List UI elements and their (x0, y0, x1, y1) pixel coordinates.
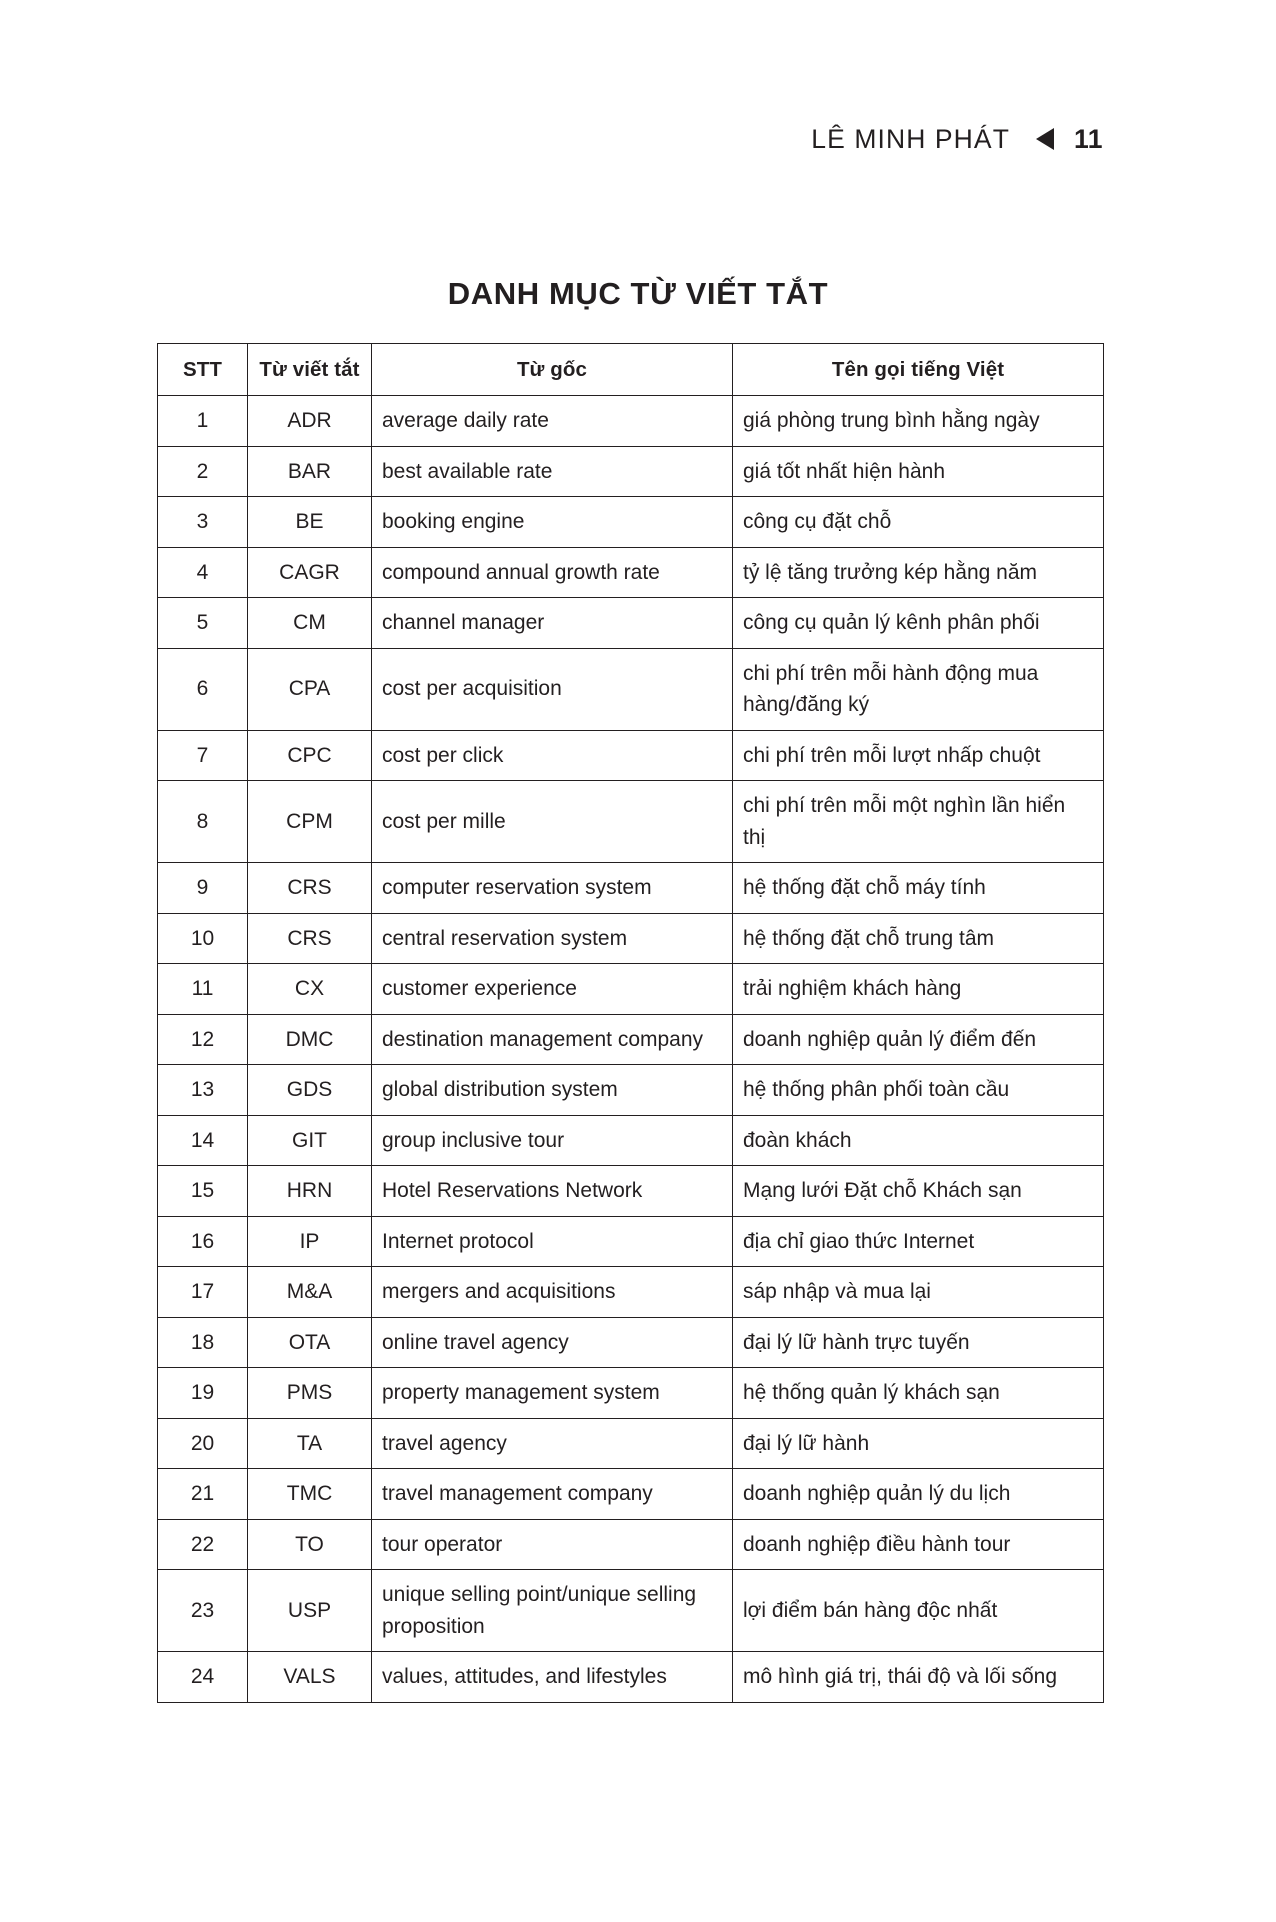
cell-origin: channel manager (372, 598, 733, 649)
cell-origin: booking engine (372, 497, 733, 548)
table-header-row (158, 344, 1104, 396)
cell-abbr: CX (248, 964, 372, 1015)
cell-vietnamese: tỷ lệ tăng trưởng kép hằng năm (733, 547, 1104, 598)
cell-origin: Internet protocol (372, 1216, 733, 1267)
cell-vietnamese: doanh nghiệp quản lý điểm đến (733, 1014, 1104, 1065)
cell-vietnamese: trải nghiệm khách hàng (733, 964, 1104, 1015)
cell-origin: computer reservation system (372, 863, 733, 914)
cell-abbr: CM (248, 598, 372, 649)
column-header-abbr: Từ viết tắt (248, 344, 372, 396)
cell-origin: average daily rate (372, 396, 733, 447)
cell-stt: 14 (158, 1115, 248, 1166)
cell-origin: compound annual growth rate (372, 547, 733, 598)
cell-abbr: HRN (248, 1166, 372, 1217)
cell-vietnamese: lợi điểm bán hàng độc nhất (733, 1570, 1104, 1652)
cell-abbr: VALS (248, 1652, 372, 1703)
cell-stt: 8 (158, 781, 248, 863)
cell-vietnamese: đại lý lữ hành (733, 1418, 1104, 1469)
table-row (158, 1519, 1104, 1570)
table-row (158, 1166, 1104, 1217)
header-author-name: LÊ MINH PHÁT (811, 123, 1010, 154)
cell-stt: 21 (158, 1469, 248, 1520)
cell-abbr: GDS (248, 1065, 372, 1116)
table-row (158, 1469, 1104, 1520)
page-number: 11 (1073, 123, 1103, 154)
cell-vietnamese: giá tốt nhất hiện hành (733, 446, 1104, 497)
column-header-origin: Từ gốc (372, 344, 733, 396)
table-row (158, 1216, 1104, 1267)
table-row (158, 446, 1104, 497)
cell-stt: 10 (158, 913, 248, 964)
abbreviations-table (157, 343, 1104, 1703)
cell-abbr: OTA (248, 1317, 372, 1368)
cell-vietnamese: doanh nghiệp quản lý du lịch (733, 1469, 1104, 1520)
cell-abbr: CPC (248, 730, 372, 781)
cell-abbr: BE (248, 497, 372, 548)
table-row (158, 1065, 1104, 1116)
cell-stt: 18 (158, 1317, 248, 1368)
cell-origin: cost per mille (372, 781, 733, 863)
cell-vietnamese: hệ thống quản lý khách sạn (733, 1368, 1104, 1419)
cell-abbr: M&A (248, 1267, 372, 1318)
cell-abbr: TMC (248, 1469, 372, 1520)
table-header (158, 344, 1104, 396)
cell-abbr: CAGR (248, 547, 372, 598)
cell-abbr: TA (248, 1418, 372, 1469)
table-row (158, 598, 1104, 649)
cell-stt: 4 (158, 547, 248, 598)
cell-origin: global distribution system (372, 1065, 733, 1116)
cell-abbr: TO (248, 1519, 372, 1570)
table-row (158, 396, 1104, 447)
cell-stt: 12 (158, 1014, 248, 1065)
table-row (158, 1418, 1104, 1469)
table-body (158, 396, 1104, 1703)
cell-abbr: CPM (248, 781, 372, 863)
table-row (158, 1570, 1104, 1652)
triangle-left-icon (1036, 128, 1054, 150)
table-row (158, 1368, 1104, 1419)
table-row (158, 730, 1104, 781)
cell-abbr: CRS (248, 863, 372, 914)
cell-origin: customer experience (372, 964, 733, 1015)
cell-abbr: CPA (248, 648, 372, 730)
cell-origin: best available rate (372, 446, 733, 497)
cell-origin: tour operator (372, 1519, 733, 1570)
cell-origin: group inclusive tour (372, 1115, 733, 1166)
cell-stt: 5 (158, 598, 248, 649)
cell-vietnamese: doanh nghiệp điều hành tour (733, 1519, 1104, 1570)
cell-vietnamese: hệ thống phân phối toàn cầu (733, 1065, 1104, 1116)
cell-abbr: IP (248, 1216, 372, 1267)
page-title: DANH MỤC TỪ VIẾT TẮT (447, 275, 829, 311)
running-header (811, 119, 1103, 159)
cell-origin: values, attitudes, and lifestyles (372, 1652, 733, 1703)
cell-origin: Hotel Reservations Network (372, 1166, 733, 1217)
cell-abbr: BAR (248, 446, 372, 497)
cell-stt: 3 (158, 497, 248, 548)
table-row (158, 1267, 1104, 1318)
column-header-vietnamese: Tên gọi tiếng Việt (733, 344, 1104, 396)
cell-stt: 9 (158, 863, 248, 914)
table-row (158, 1317, 1104, 1368)
table-row (158, 964, 1104, 1015)
cell-vietnamese: công cụ quản lý kênh phân phối (733, 598, 1104, 649)
cell-stt: 22 (158, 1519, 248, 1570)
cell-origin: travel management company (372, 1469, 733, 1520)
cell-origin: online travel agency (372, 1317, 733, 1368)
cell-stt: 2 (158, 446, 248, 497)
column-header-stt: STT (158, 344, 248, 396)
cell-stt: 23 (158, 1570, 248, 1652)
table-row (158, 1014, 1104, 1065)
cell-stt: 7 (158, 730, 248, 781)
cell-stt: 11 (158, 964, 248, 1015)
cell-vietnamese: địa chỉ giao thức Internet (733, 1216, 1104, 1267)
cell-origin: destination management company (372, 1014, 733, 1065)
cell-vietnamese: Mạng lưới Đặt chỗ Khách sạn (733, 1166, 1104, 1217)
cell-abbr: ADR (248, 396, 372, 447)
cell-vietnamese: đại lý lữ hành trực tuyến (733, 1317, 1104, 1368)
cell-origin: cost per acquisition (372, 648, 733, 730)
cell-origin: central reservation system (372, 913, 733, 964)
table-row (158, 913, 1104, 964)
table-row (158, 497, 1104, 548)
cell-vietnamese: hệ thống đặt chỗ máy tính (733, 863, 1104, 914)
cell-origin: travel agency (372, 1418, 733, 1469)
table-row (158, 1652, 1104, 1703)
abbreviations-table-container (157, 343, 1103, 1703)
cell-origin: mergers and acquisitions (372, 1267, 733, 1318)
cell-abbr: USP (248, 1570, 372, 1652)
cell-abbr: PMS (248, 1368, 372, 1419)
cell-stt: 17 (158, 1267, 248, 1318)
table-row (158, 1115, 1104, 1166)
table-row (158, 781, 1104, 863)
cell-abbr: CRS (248, 913, 372, 964)
cell-stt: 19 (158, 1368, 248, 1419)
cell-vietnamese: giá phòng trung bình hằng ngày (733, 396, 1104, 447)
table-row (158, 547, 1104, 598)
cell-vietnamese: chi phí trên mỗi một nghìn lần hiển thị (733, 781, 1104, 863)
table-row (158, 863, 1104, 914)
cell-abbr: GIT (248, 1115, 372, 1166)
cell-stt: 13 (158, 1065, 248, 1116)
cell-stt: 15 (158, 1166, 248, 1217)
cell-vietnamese: sáp nhập và mua lại (733, 1267, 1104, 1318)
cell-stt: 1 (158, 396, 248, 447)
cell-stt: 16 (158, 1216, 248, 1267)
cell-vietnamese: mô hình giá trị, thái độ và lối sống (733, 1652, 1104, 1703)
cell-origin: cost per click (372, 730, 733, 781)
cell-vietnamese: đoàn khách (733, 1115, 1104, 1166)
cell-stt: 24 (158, 1652, 248, 1703)
cell-vietnamese: hệ thống đặt chỗ trung tâm (733, 913, 1104, 964)
cell-vietnamese: công cụ đặt chỗ (733, 497, 1104, 548)
cell-origin: unique selling point/unique selling proposition (372, 1570, 733, 1652)
cell-origin: property management system (372, 1368, 733, 1419)
cell-stt: 20 (158, 1418, 248, 1469)
cell-stt: 6 (158, 648, 248, 730)
table-row (158, 648, 1104, 730)
cell-abbr: DMC (248, 1014, 372, 1065)
cell-vietnamese: chi phí trên mỗi lượt nhấp chuột (733, 730, 1104, 781)
cell-vietnamese: chi phí trên mỗi hành động mua hàng/đăng ký (733, 648, 1104, 730)
